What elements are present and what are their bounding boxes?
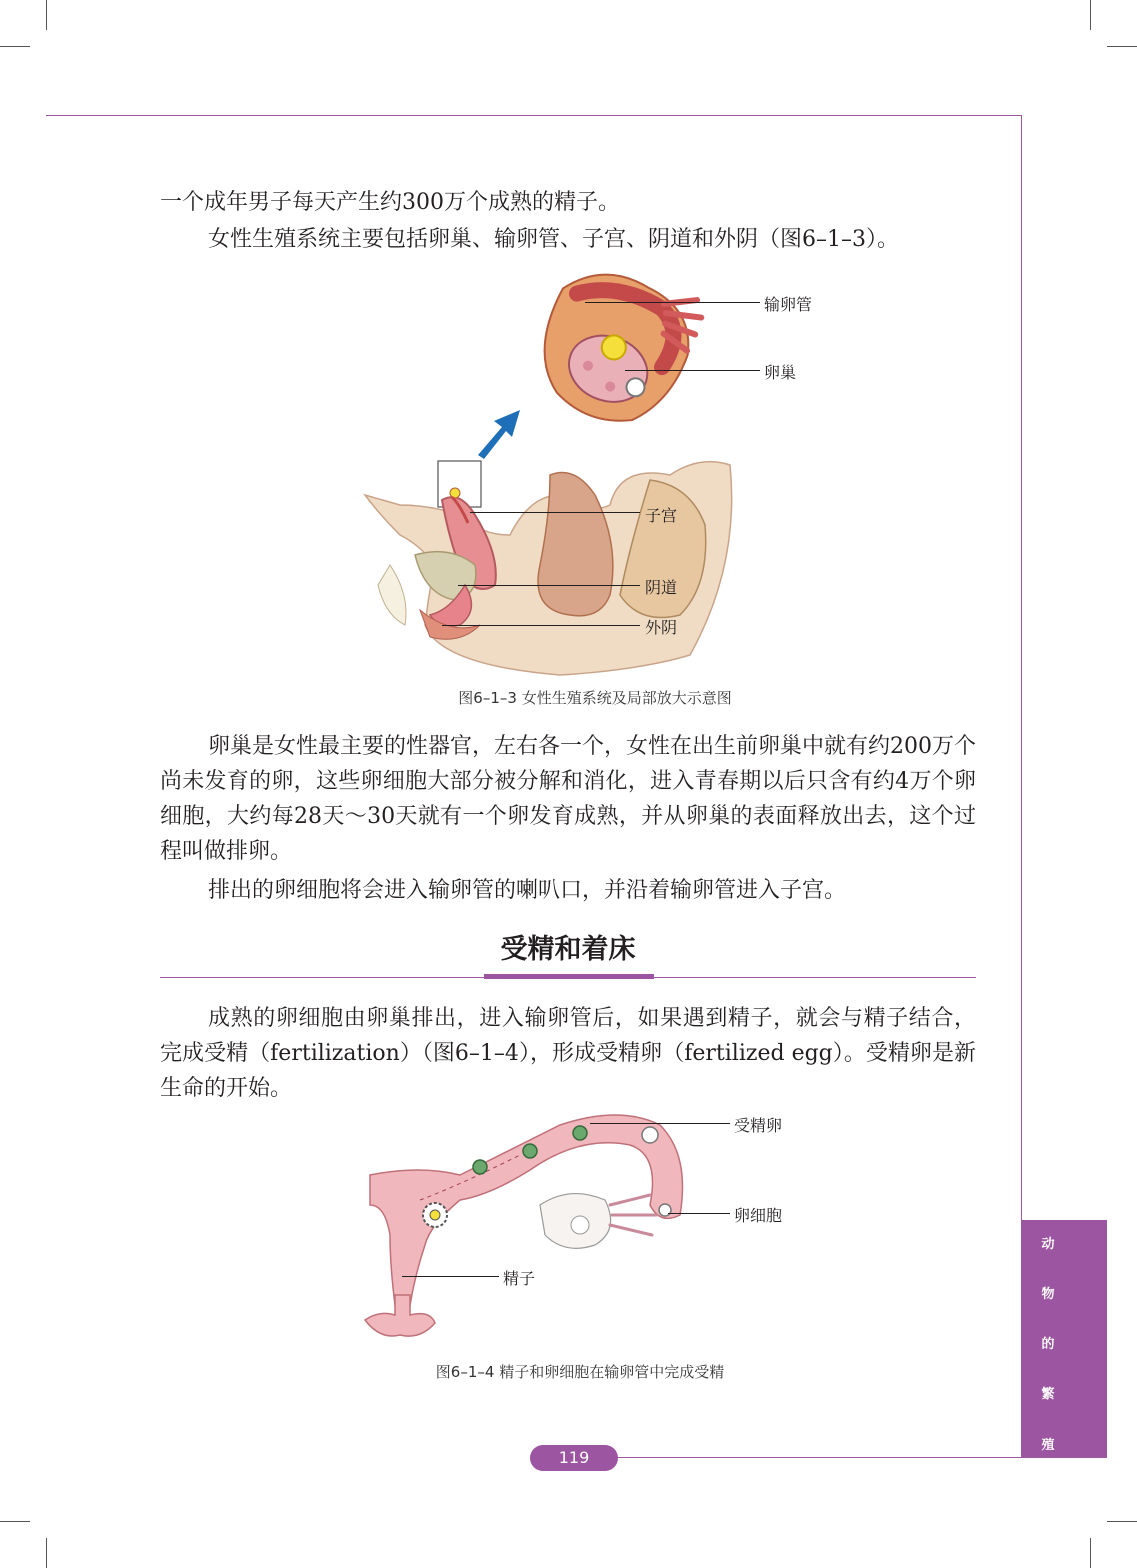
page-frame-right [1021, 115, 1022, 1220]
paragraph-5: 成熟的卵细胞由卵巢排出，进入输卵管后，如果遇到精子，就会与精子结合，完成受精（fertilization）（图6–1–4），形成受精卵（fertilized egg）。受精卵是新生命的开始。 [160, 1006, 976, 1101]
leader-line [625, 370, 760, 371]
crop-mark [1090, 1538, 1091, 1568]
heading-underline-accent [484, 974, 654, 979]
leader-line [470, 512, 640, 513]
footer-rule [580, 1457, 1107, 1458]
page-frame-top [46, 115, 1022, 116]
label-egg-cell: 卵细胞 [734, 1206, 783, 1225]
leader-line [590, 1123, 730, 1124]
crop-mark [46, 0, 47, 30]
figure-caption: 图6–1–3 女性生殖系统及局部放大示意图 [458, 689, 732, 707]
paragraph-1: 一个成年男子每天产生约300万个成熟的精子。 [160, 190, 620, 215]
crop-mark [1090, 0, 1091, 30]
crop-mark [1107, 46, 1137, 47]
paragraph-3: 卵巢是女性最主要的性器官，左右各一个，女性在出生前卵巢中就有约200万个尚未发育的卵，这些卵细胞大部分被分解和消化，进入青春期以后只含有约4万个卵细胞，大约每28天～30天就有一个卵发育成熟，并从卵巢的表面释放出去，这个过程叫做排卵。 [160, 734, 976, 864]
figure-caption: 图6–1–4 精子和卵细胞在输卵管中完成受精 [435, 1363, 725, 1381]
label-vagina: 阴道 [645, 578, 678, 597]
label-zygote: 受精卵 [734, 1116, 783, 1135]
paragraph-2: 女性生殖系统主要包括卵巢、输卵管、子宫、阴道和外阴（图6–1–3）。 [208, 227, 899, 252]
label-ovary: 卵巢 [764, 363, 797, 382]
label-uterus: 子宫 [645, 506, 678, 525]
side-tab-char: 繁 [1041, 1387, 1055, 1402]
crop-mark [0, 46, 30, 47]
paragraph-4: 排出的卵细胞将会进入输卵管的喇叭口，并沿着输卵管进入子宫。 [208, 878, 847, 903]
label-oviduct: 输卵管 [764, 295, 813, 314]
side-tab-char: 物 [1041, 1287, 1055, 1302]
leader-line [402, 1276, 499, 1277]
leader-line [668, 1213, 730, 1214]
leader-line [458, 585, 640, 586]
fertilization-illustration [360, 1095, 720, 1345]
side-tab-char: 殖 [1041, 1438, 1055, 1453]
crop-mark [0, 1521, 30, 1522]
leader-line [442, 625, 640, 626]
leader-line [585, 302, 760, 303]
side-tab-char: 动 [1041, 1237, 1055, 1252]
label-vulva: 外阴 [645, 618, 678, 637]
crop-mark [46, 1538, 47, 1568]
page-number: 119 [530, 1445, 618, 1471]
side-tab-char: 的 [1041, 1337, 1055, 1352]
section-heading: 受精和着床 [500, 934, 636, 965]
female-reproductive-system-illustration [360, 265, 760, 685]
label-sperm: 精子 [503, 1269, 536, 1288]
crop-mark [1107, 1521, 1137, 1522]
